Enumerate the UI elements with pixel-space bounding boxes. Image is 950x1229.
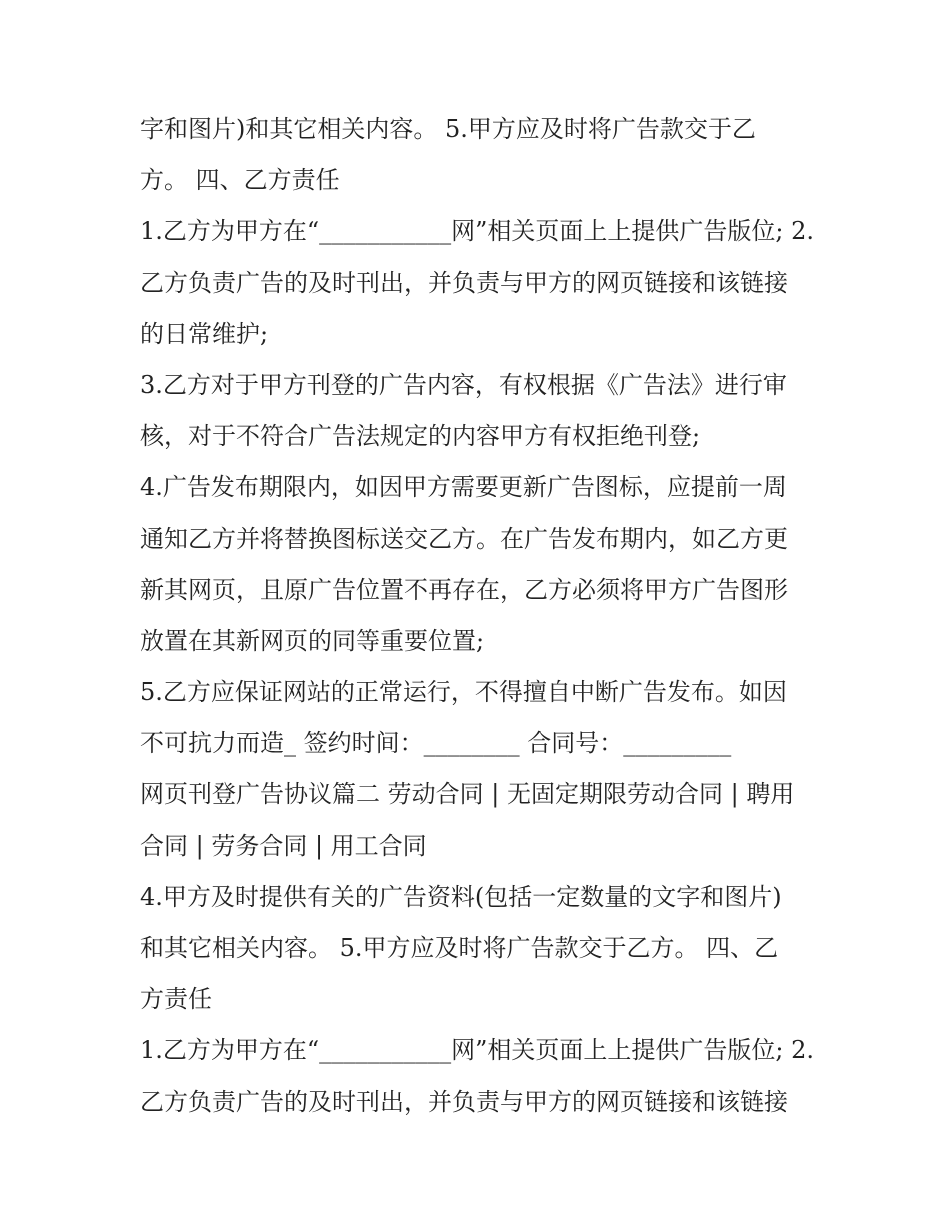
text-line: 乙方负责广告的及时刊出，并负责与甲方的网页链接和该链接 [140,1087,788,1116]
text-line: 方责任 [140,985,212,1014]
text-line: 通知乙方并将替换图标送交乙方。在广告发布期内，如乙方更 [140,524,788,553]
text-line: 3.乙方对于甲方刊登的广告内容，有权根据《广告法》进行审 [140,370,787,399]
text-line: 1.乙方为甲方在“___________网”相关页面上上提供广告版位; 2. [140,1036,815,1065]
text-line: 和其它相关内容。 5.甲方应及时将广告款交于乙方。 四、乙 [140,934,779,962]
text-line: 新其网页，且原广告位置不再存在，乙方必须将甲方广告图形 [140,575,788,604]
text-line: 4.甲方及时提供有关的广告资料(包括一定数量的文字和图片) [140,882,782,911]
section-heading-line: 网页刊登广告协议篇二 劳动合同 | 无固定期限劳动合同 | 聘用 [140,780,795,809]
text-line: 核，对于不符合广告法规定的内容甲方有权拒绝刊登; [140,422,701,451]
text-line: 4.广告发布期限内，如因甲方需要更新广告图标，应提前一周 [140,473,787,502]
text-line: 放置在其新网页的同等重要位置; [140,626,485,655]
text-line: 1.乙方为甲方在“___________网”相关页面上上提供广告版位; 2. [140,217,815,246]
text-line: 不可抗力而造_ 签约时间：________ 合同号：_________ [140,729,732,758]
text-line: 5.乙方应保证网站的正常运行，不得擅自中断广告发布。如因 [140,678,787,707]
text-line: 字和图片)和其它相关内容。 5.甲方应及时将广告款交于乙 [140,115,756,143]
text-line: 方。 四、乙方责任 [140,166,340,195]
section-heading-line: 合同 | 劳务合同 | 用工合同 [140,831,427,860]
document-body [140,104,820,1128]
text-line: 的日常维护; [140,319,269,348]
text-line: 乙方负责广告的及时刊出，并负责与甲方的网页链接和该链接 [140,268,788,297]
